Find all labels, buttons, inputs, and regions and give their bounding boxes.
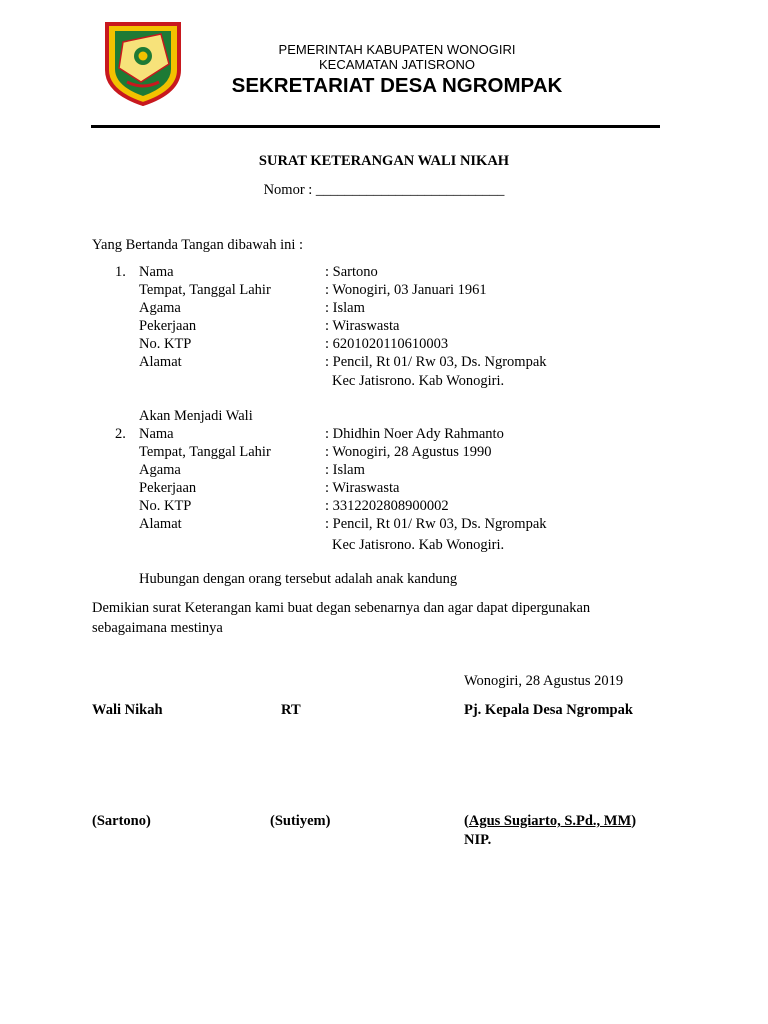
field-value: : 3312202808900002 xyxy=(325,498,449,514)
signer-title-rt: RT xyxy=(281,702,301,718)
field-value: : Dhidhin Noer Ady Rahmanto xyxy=(325,426,504,442)
field-label: No. KTP xyxy=(139,336,192,352)
letterhead-divider xyxy=(91,125,660,128)
field-label: Agama xyxy=(139,462,181,478)
signer-title-kepala-desa: Pj. Kepala Desa Ngrompak xyxy=(464,702,633,718)
field-value: : Pencil, Rt 01/ Rw 03, Ds. Ngrompak xyxy=(325,354,547,370)
list-number: 2. xyxy=(115,426,126,442)
regency-emblem-logo xyxy=(103,20,183,106)
nip-label: NIP. xyxy=(464,832,492,848)
field-value: : Pencil, Rt 01/ Rw 03, Ds. Ngrompak xyxy=(325,516,547,532)
document-title: SURAT KETERANGAN WALI NIKAH xyxy=(258,153,510,169)
field-label: Nama xyxy=(139,426,174,442)
paren-open: ( xyxy=(464,813,469,829)
field-label: Pekerjaan xyxy=(139,480,197,496)
field-value-continuation: Kec Jatisrono. Kab Wonogiri. xyxy=(332,373,505,389)
header-district-line: KECAMATAN JATISRONO xyxy=(318,57,475,72)
list-number: 1. xyxy=(115,264,126,280)
field-label: Alamat xyxy=(139,354,182,370)
signer-name-rt: (Sutiyem) xyxy=(270,813,331,829)
field-value: : Sartono xyxy=(325,264,378,280)
field-label: Tempat, Tanggal Lahir xyxy=(139,444,271,460)
header-government-line: PEMERINTAH KABUPATEN WONOGIRI xyxy=(278,42,516,57)
closing-line-2: sebagaimana mestinya xyxy=(92,620,223,636)
field-value: : 6201020110610003 xyxy=(325,336,449,352)
signer-name-wali: (Sartono) xyxy=(92,813,151,829)
field-label: Pekerjaan xyxy=(139,318,197,334)
field-value: : Wonogiri, 03 Januari 1961 xyxy=(325,282,487,298)
signer-title-wali: Wali Nikah xyxy=(92,702,163,718)
field-label: Nama xyxy=(139,264,174,280)
document-number: Nomor : __________________________ xyxy=(263,182,505,198)
field-label: Tempat, Tanggal Lahir xyxy=(139,282,271,298)
field-value: : Wiraswasta xyxy=(325,480,400,496)
field-value: : Islam xyxy=(325,300,365,316)
field-value: : Wiraswasta xyxy=(325,318,400,334)
field-value: : Wonogiri, 28 Agustus 1990 xyxy=(325,444,492,460)
relationship-statement: Hubungan dengan orang tersebut adalah anak kandung xyxy=(139,571,458,587)
place-date: Wonogiri, 28 Agustus 2019 xyxy=(464,673,624,689)
signer-name-kepala-desa xyxy=(464,812,636,830)
paren-close: ) xyxy=(631,813,637,829)
kepala-desa-name: Agus Sugiarto, S.Pd., MM xyxy=(468,813,632,829)
field-value: : Islam xyxy=(325,462,365,478)
closing-line-1: Demikian surat Keterangan kami buat degan sebenarnya dan agar dapat dipergunakan xyxy=(92,600,591,616)
field-label: Alamat xyxy=(139,516,182,532)
field-label: No. KTP xyxy=(139,498,192,514)
field-label: Agama xyxy=(139,300,181,316)
intro-text: Yang Bertanda Tangan dibawah ini : xyxy=(92,237,304,253)
field-value-continuation: Kec Jatisrono. Kab Wonogiri. xyxy=(332,537,505,553)
wali-intro-text: Akan Menjadi Wali xyxy=(139,408,253,424)
header-office-title: SEKRETARIAT DESA NGROMPAK xyxy=(231,74,563,97)
